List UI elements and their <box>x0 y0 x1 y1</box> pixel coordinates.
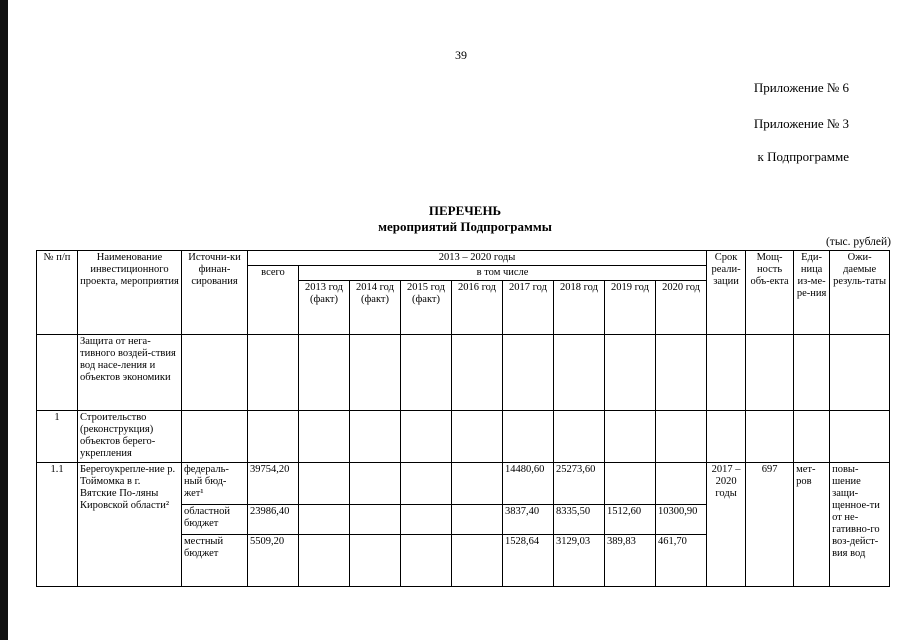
regional-2017: 3837,40 <box>503 505 554 535</box>
header-row-1 <box>37 251 890 266</box>
header-year-2013: 2013 год (факт) <box>299 281 350 335</box>
item-1-1-unit: мет-ров <box>794 463 830 587</box>
appendix-line-1: Приложение № 6 <box>753 80 849 95</box>
section-name: Защита от нега-тивного воздей-ствия вод насе-ления и объектов экономики <box>78 335 182 411</box>
source-regional: областной бюджет <box>182 505 248 535</box>
local-2019: 389,83 <box>605 535 656 587</box>
header-year-2016: 2016 год <box>452 281 503 335</box>
total-local: 5509,20 <box>248 535 299 587</box>
document-title: ПЕРЕЧЕНЬ <box>428 203 502 218</box>
regional-2018: 8335,50 <box>554 505 605 535</box>
header-year-2014: 2014 год (факт) <box>350 281 401 335</box>
federal-2017: 14480,60 <box>503 463 554 505</box>
header-unit: Еди-ница из-ме-ре-ния <box>794 251 830 335</box>
header-year-2015: 2015 год (факт) <box>401 281 452 335</box>
appendix-line-2: Приложение № 3 <box>753 116 849 131</box>
appendix-line-3: к Подпрограмме <box>757 149 849 164</box>
header-num: № п/п <box>37 251 78 335</box>
regional-2019: 1512,60 <box>605 505 656 535</box>
units-label: (тыс. рублей) <box>825 236 891 248</box>
header-year-2018: 2018 год <box>554 281 605 335</box>
item-1-1-name: Берегоукрепле-ние р. Тоймомка в г. Вятские По-ляны Кировской области² <box>78 463 182 587</box>
federal-2019 <box>605 463 656 505</box>
document-subtitle: мероприятий Подпрограммы <box>378 219 552 234</box>
item-1-1-term: 2017 – 2020 годы <box>707 463 746 587</box>
local-2018: 3129,03 <box>554 535 605 587</box>
header-period: 2013 – 2020 годы <box>248 251 707 266</box>
total-regional: 23986,40 <box>248 505 299 535</box>
item-1-1-capacity: 697 <box>746 463 794 587</box>
page-number: 39 <box>455 48 467 62</box>
header-year-2019: 2019 год <box>605 281 656 335</box>
scan-edge <box>0 0 8 640</box>
header-source: Источни-ки финан-сирования <box>182 251 248 335</box>
item-1-1-num: 1.1 <box>37 463 78 587</box>
total-federal: 39754,20 <box>248 463 299 505</box>
header-term: Срок реали-зации <box>707 251 746 335</box>
local-2017: 1528,64 <box>503 535 554 587</box>
item-1-name: Строительство (реконструкция) объектов берего-укрепления <box>78 411 182 463</box>
source-federal: федераль-ный бюд-жет¹ <box>182 463 248 505</box>
header-name: Наименование инвестиционного проекта, мероприятия <box>78 251 182 335</box>
regional-2020: 10300,90 <box>656 505 707 535</box>
header-year-2020: 2020 год <box>656 281 707 335</box>
federal-2020 <box>656 463 707 505</box>
header-year-2017: 2017 год <box>503 281 554 335</box>
item-1-row <box>37 411 890 463</box>
source-local: местный бюджет <box>182 535 248 587</box>
federal-2018: 25273,60 <box>554 463 605 505</box>
measures-table <box>36 250 890 587</box>
header-including: в том числе <box>299 266 707 281</box>
local-2020: 461,70 <box>656 535 707 587</box>
item-1-1-result: повы-шение защи-щенное-ти от не-гативно-го воз-дейст-вия вод <box>830 463 890 587</box>
header-total: всего <box>248 266 299 335</box>
header-capacity: Мощ-ность объ-екта <box>746 251 794 335</box>
item-1-1-federal-row <box>37 463 890 505</box>
section-row <box>37 335 890 411</box>
item-1-num: 1 <box>37 411 78 463</box>
header-result: Ожи-даемые резуль-таты <box>830 251 890 335</box>
